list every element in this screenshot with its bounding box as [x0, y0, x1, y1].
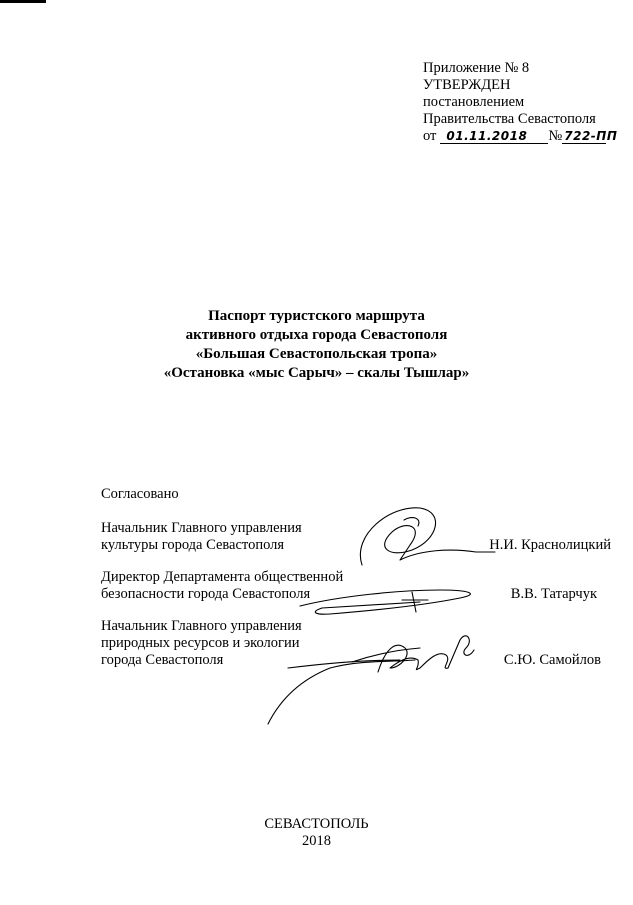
signer-name: С.Ю. Самойлов [503, 652, 601, 668]
handwritten-number: 722-ПП [564, 129, 618, 143]
appendix-block [423, 60, 623, 145]
role-line: города Севастополя [101, 652, 224, 668]
role-line: природных ресурсов и экологии [101, 635, 300, 651]
handwritten-date: 01.11.2018 [440, 129, 548, 144]
document-title [0, 307, 633, 383]
role-line: культуры города Севастополя [101, 537, 285, 553]
role-line: Директор Департамента общественной [101, 569, 344, 585]
date-number-line [423, 128, 623, 145]
signer-name: В.В. Татарчук [510, 586, 597, 602]
signer-security [101, 569, 611, 603]
government-label: Правительства Севастополя [423, 111, 596, 127]
title-line-4: «Остановка «мыс Сарыч» – скалы Тышлар» [163, 365, 470, 381]
appendix-number: Приложение № 8 [423, 60, 530, 76]
footer-year: 2018 [302, 833, 331, 849]
footer [0, 816, 633, 850]
title-line-1: Паспорт туристского маршрута [208, 308, 425, 324]
agreed-heading: Согласовано [101, 486, 179, 502]
date-prefix: от [423, 128, 437, 144]
signer-culture [101, 520, 611, 554]
title-line-3: «Большая Севастопольская тропа» [195, 346, 438, 362]
resolution-label: постановлением [423, 94, 525, 110]
signer-ecology [101, 618, 611, 669]
role-line: безопасности города Севастополя [101, 586, 311, 602]
signer-name: Н.И. Краснолицкий [489, 537, 611, 553]
role-line: Начальник Главного управления [101, 520, 302, 536]
approval-block [101, 486, 611, 684]
title-line-2: активного отдыха города Севастополя [185, 327, 448, 343]
number-prefix: № [548, 128, 563, 144]
scan-edge-mark [0, 0, 46, 3]
approved-label: УТВЕРЖДЕН [423, 77, 511, 93]
footer-city: СЕВАСТОПОЛЬ [264, 816, 369, 832]
role-line: Начальник Главного управления [101, 618, 302, 634]
